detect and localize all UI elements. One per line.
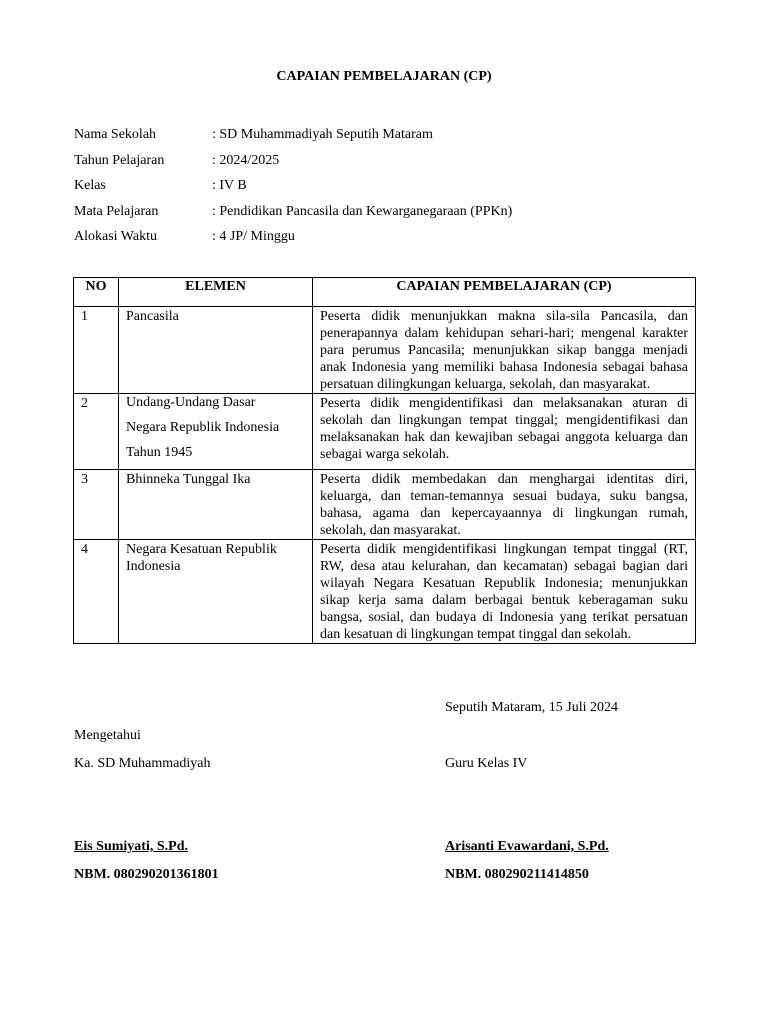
- row-cp: Peserta didik membedakan dan menghargai identitas diri, keluarga, dan teman-temannya sesuai budaya, suku bangsa, bahasa, agama dan kepercayaannya di lingkungan rumah, sekolah, dan masyarakat.: [313, 470, 696, 540]
- header-elemen: ELEMEN: [119, 278, 313, 307]
- mengetahui-label: Mengetahui: [74, 728, 141, 743]
- row-no: 3: [74, 470, 119, 540]
- row-no: 1: [74, 307, 119, 394]
- info-row-school: [74, 126, 512, 152]
- info-value: : 4 JP/ Minggu: [212, 229, 295, 244]
- info-label: Mata Pelajaran: [74, 203, 159, 219]
- right-role: Guru Kelas IV: [445, 756, 528, 771]
- info-value: : IV B: [212, 178, 247, 193]
- right-signatory-name: Arisanti Evawardani, S.Pd.: [445, 839, 609, 854]
- row-cp: Peserta didik mengidentifikasi dan melaksanakan aturan di sekolah dan lingkungan tempat tinggal; mengidentifikasi dan melaksanakan hak dan kewajiban sebagai anggota keluarga dan sebagai warga sekolah.: [313, 394, 696, 470]
- info-row-year: [74, 152, 512, 178]
- elemen-line: Bhinneka Tunggal Ika: [126, 472, 251, 487]
- left-role: Ka. SD Muhammadiyah: [74, 756, 211, 771]
- info-row-subject: [74, 203, 512, 229]
- left-signatory-nbm: NBM. 080290201361801: [74, 867, 219, 882]
- elemen-line: Negara Kesatuan Republik Indonesia: [126, 542, 277, 574]
- document-title: CAPAIAN PEMBELAJARAN (CP): [276, 69, 492, 84]
- info-row-time: [74, 228, 512, 254]
- place-date: Seputih Mataram, 15 Juli 2024: [445, 700, 619, 715]
- info-label: Alokasi Waktu: [74, 229, 157, 244]
- elemen-line: Tahun 1945: [126, 445, 193, 460]
- info-row-class: [74, 177, 512, 203]
- info-value: : 2024/2025: [212, 152, 280, 168]
- header-no: NO: [74, 278, 119, 307]
- row-elemen: [119, 307, 313, 394]
- info-value: : SD Muhammadiyah Seputih Mataram: [212, 127, 433, 142]
- elemen-line: Undang-Undang Dasar: [126, 395, 256, 410]
- row-no: 2: [74, 394, 119, 470]
- row-elemen: [119, 470, 313, 540]
- table-row: [74, 540, 696, 644]
- info-label: Tahun Pelajaran: [74, 152, 165, 168]
- row-cp: Peserta didik mengidentifikasi lingkungan tempat tinggal (RT, RW, desa atau kelurahan, dan kecamatan) sebagai bagian dari wilayah Negara Kesatuan Republik Indonesia; menunjukkan sikap kerja sama dalam berbagai bentuk keberagaman suku bangsa, sosial, dan budaya di Indonesia yang terikat persatuan dan kesatuan di lingkungan tempat tinggal dan sekolah.: [313, 540, 696, 644]
- elemen-line: Negara Republik Indonesia: [126, 420, 280, 435]
- info-label: Kelas: [74, 178, 106, 193]
- elemen-line: Pancasila: [126, 309, 179, 324]
- table-row: [74, 470, 696, 540]
- row-elemen: [119, 540, 313, 644]
- info-value: : Pendidikan Pancasila dan Kewarganegaraan (PPKn): [212, 203, 513, 219]
- row-elemen: [119, 394, 313, 470]
- school-info: [74, 126, 512, 254]
- right-signatory-nbm: NBM. 080290211414850: [445, 867, 589, 882]
- row-no: 4: [74, 540, 119, 644]
- header-cp: CAPAIAN PEMBELAJARAN (CP): [313, 278, 696, 307]
- table-row: [74, 307, 696, 394]
- left-signatory-name: Eis Sumiyati, S.Pd.: [74, 839, 188, 854]
- table-row: [74, 394, 696, 470]
- row-cp: Peserta didik menunjukkan makna sila-sila Pancasila, dan penerapannya dalam kehidupan sehari-hari; mengenal karakter para perumus Pancasila; menunjukkan sikap bangga menjadi anak Indonesia yang memiliki bahasa Indonesia sebagai bahasa persatuan dilingkungan keluarga, sekolah, dan masyarakat.: [313, 307, 696, 394]
- info-label: Nama Sekolah: [74, 127, 157, 142]
- cp-table: [73, 277, 696, 644]
- table-header-row: [74, 278, 696, 307]
